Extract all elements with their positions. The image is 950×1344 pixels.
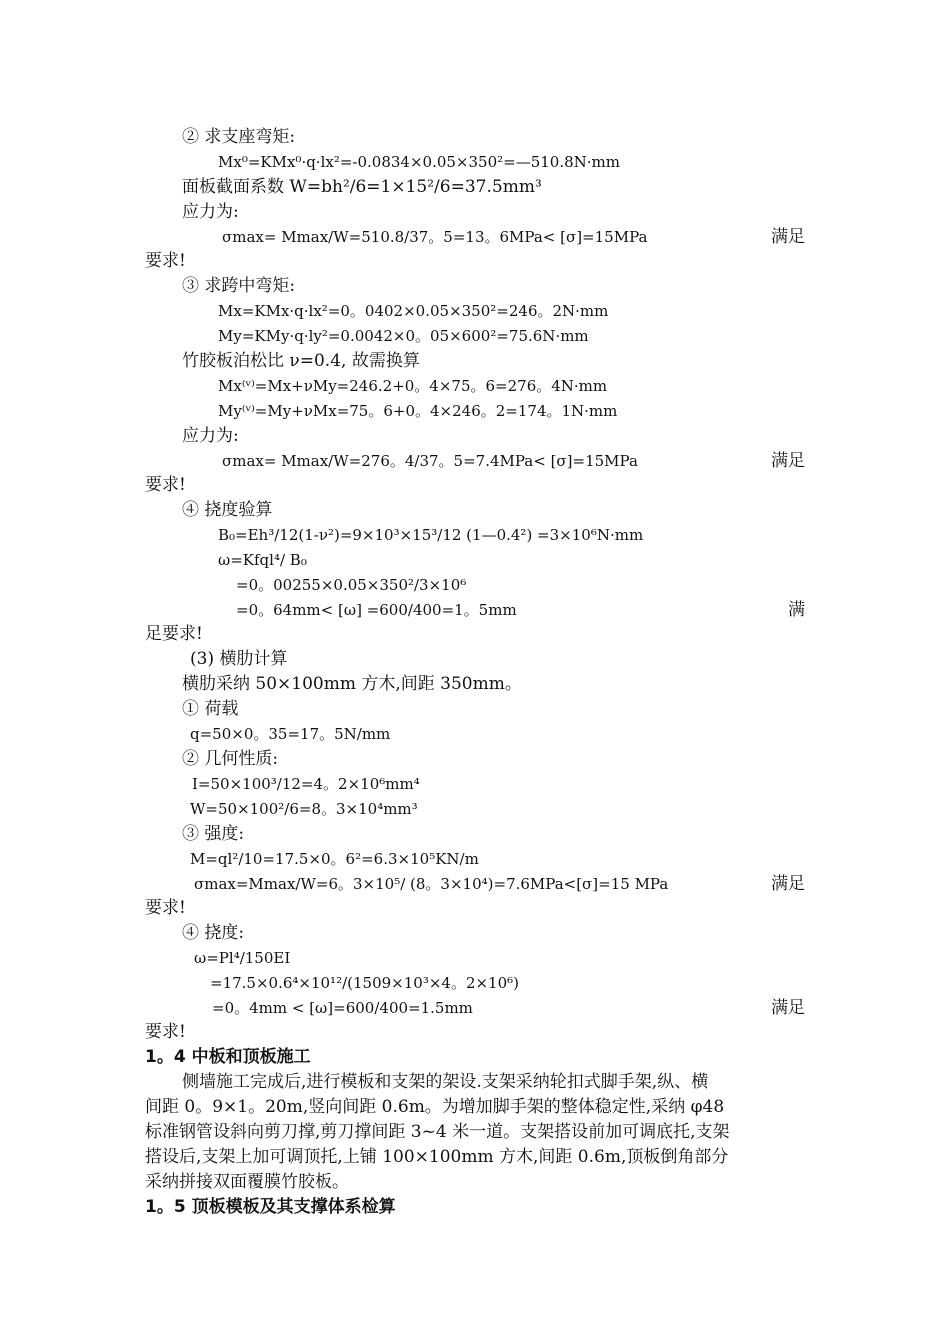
inertia-formula: I=50×100³/12=4。2×10⁶mm⁴: [192, 775, 420, 793]
stress-result-1: 满足: [771, 227, 805, 247]
section-3-heading: (3) 横肋计算: [190, 649, 288, 669]
deflection-heading: ④ 挠度:: [182, 923, 245, 943]
requirement-3: 足要求!: [145, 624, 203, 644]
load-formula: q=50×0。35=17。5N/mm: [190, 725, 391, 743]
modulus-formula: W=50×100²/6=8。3×10⁴mm³: [190, 800, 418, 818]
formula-my-v: My⁽ᵛ⁾=My+νMx=75。6+0。4×246。2=174。1N·mm: [218, 402, 618, 420]
paragraph-line-4: 搭设后,支架上加可调顶托,上铺 100×100mm 方木,间距 0.6m,顶板倒角部分: [145, 1147, 729, 1167]
deflection-result-1: 满: [788, 600, 805, 620]
heading-1-5: 1。5 顶板模板及其支撑体系检算: [145, 1197, 396, 1217]
poisson-ratio-line: 竹胶板泊松比 ν=0.4, 故需换算: [182, 351, 420, 371]
formula-stiffness: B₀=Eh³/12(1-ν²)=9×10³×15³/12 (1—0.4²) =3×10⁶N·mm: [218, 526, 644, 544]
stress-result-3: 满足: [771, 874, 805, 894]
geometry-heading: ② 几何性质:: [182, 749, 279, 769]
deflection-formula-2: ω=Pl⁴/150EI: [194, 949, 291, 967]
paragraph-line-5: 采纳拼接双面覆膜竹胶板。: [145, 1172, 349, 1192]
deflection-result-text-2: 满足: [771, 998, 805, 1018]
requirement-2: 要求!: [145, 475, 186, 495]
step-4-heading: ④ 挠度验算: [182, 500, 273, 520]
formula-support-moment: Mx⁰=KMx⁰·q·lx²=-0.0834×0.05×350²=—510.8N·mm: [218, 153, 620, 171]
rib-description: 横肋采纳 50×100mm 方木,间距 350mm。: [182, 674, 522, 694]
heading-1-4: 1。4 中板和顶板施工: [145, 1047, 311, 1067]
formula-deflection: ω=Kfql⁴/ B₀: [218, 551, 307, 569]
stress-label: 应力为:: [182, 202, 239, 222]
requirement-4: 要求!: [145, 898, 186, 918]
stress-formula-3: σmax=Mmax/W=6。3×10⁵/ (8。3×10⁴)=7.6MPa<[σ]=15 MPa: [194, 875, 669, 893]
paragraph-line-3: 标准钢管设斜向剪刀撑,剪刀撑间距 3~4 米一道。支架搭设前加可调底托,支架: [145, 1122, 730, 1142]
formula-mx: Mx=KMx·q·lx²=0。0402×0.05×350²=246。2N·mm: [218, 302, 609, 320]
stress-formula-2: σmax= Mmax/W=276。4/37。5=7.4MPa< [σ]=15MPa: [222, 452, 638, 470]
section-modulus-line: 面板截面系数 W=bh²/6=1×15²/6=37.5mm³: [182, 177, 542, 197]
formula-deflection-calc: =0。00255×0.05×350²/3×10⁶: [236, 576, 467, 594]
stress-result-2: 满足: [771, 451, 805, 471]
deflection-calc-2: =17.5×0.6⁴×10¹²/(1509×10³×4。2×10⁶): [210, 974, 520, 992]
paragraph-line-1: 侧墙施工完成后,进行模板和支架的架设.支架采纳轮扣式脚手架,纵、横: [182, 1072, 709, 1092]
moment-formula: M=ql²/10=17.5×0。6²=6.3×10⁵KN/m: [190, 850, 479, 868]
load-heading: ① 荷载: [182, 699, 239, 719]
strength-heading: ③ 强度:: [182, 824, 245, 844]
formula-my: My=KMy·q·ly²=0.0042×0。05×600²=75.6N·mm: [218, 327, 589, 345]
deflection-result-2: =0。4mm < [ω]=600/400=1.5mm: [212, 999, 473, 1017]
requirement-5: 要求!: [145, 1022, 186, 1042]
step-3-heading: ③ 求跨中弯矩:: [182, 276, 296, 296]
paragraph-line-2: 间距 0。9×1。20m,竖向间距 0.6m。为增加脚手架的整体稳定性,采纳 φ48: [145, 1097, 725, 1117]
formula-deflection-result: =0。64mm< [ω] =600/400=1。5mm: [236, 601, 517, 619]
requirement-1: 要求!: [145, 251, 186, 271]
step-2-heading: ② 求支座弯矩:: [182, 127, 296, 147]
formula-mx-v: Mx⁽ᵛ⁾=Mx+νMy=246.2+0。4×75。6=276。4N·mm: [218, 377, 608, 395]
stress-label-2: 应力为:: [182, 426, 239, 446]
stress-formula-1: σmax= Mmax/W=510.8/37。5=13。6MPa< [σ]=15MPa: [222, 228, 648, 246]
